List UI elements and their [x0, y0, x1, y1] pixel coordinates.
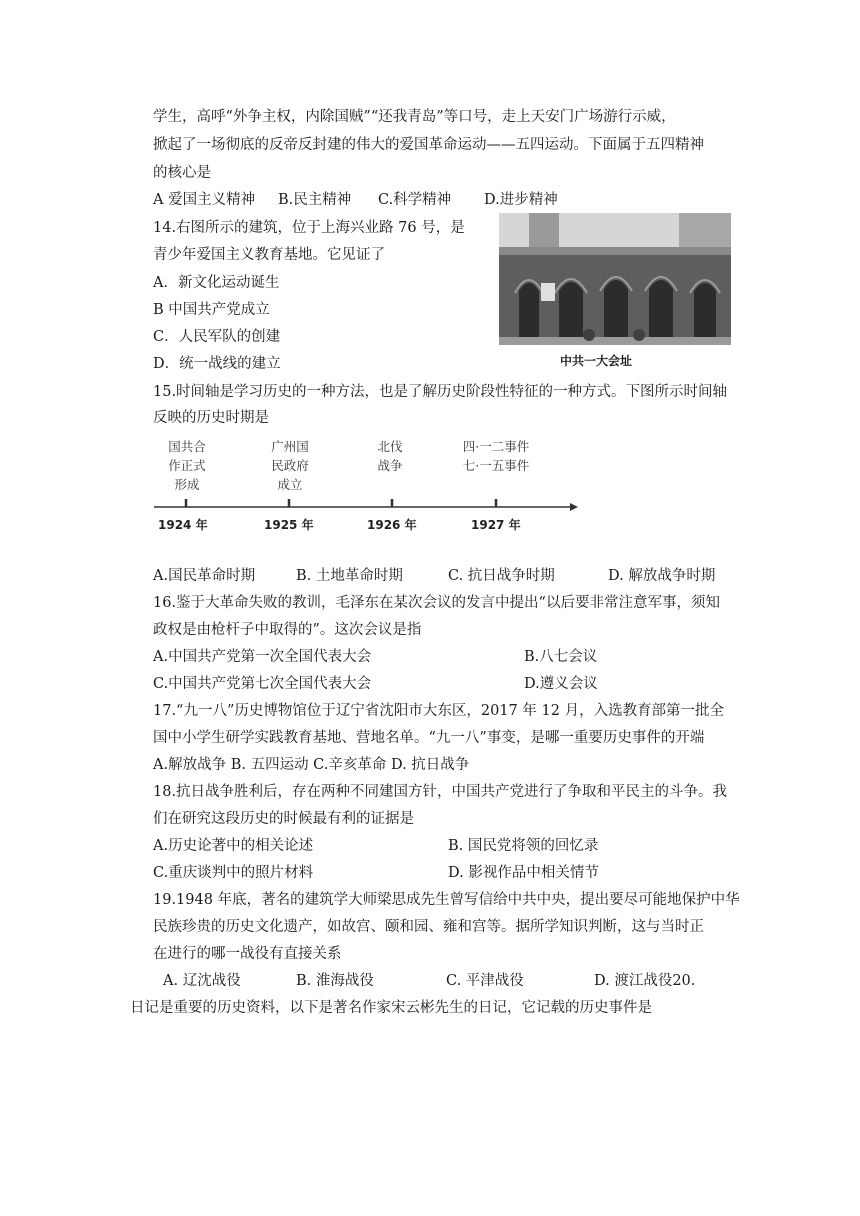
question-text: 19.1948 年底，著名的建筑学大师梁思成先生曾写信给中共中央，提出要尽可能地保护中华 — [153, 892, 740, 908]
option-b: B. 淮海战役 — [296, 973, 374, 989]
timeline-year: 1926 年 — [367, 518, 417, 532]
option-d: D.进步精神 — [484, 192, 558, 208]
timeline-axis — [150, 495, 580, 515]
option-b: B.民主精神 — [278, 192, 352, 208]
option-a: A．新文化运动诞生 — [153, 275, 280, 291]
question-text: 青少年爱国主义教育基地。它见证了 — [153, 247, 385, 263]
option-c: C.中国共产党第七次全国代表大会 — [153, 676, 372, 692]
option-c: C.科学精神 — [378, 192, 452, 208]
photo-caption: 中共一大会址 — [560, 354, 633, 368]
question-text: 反映的历史时期是 — [153, 410, 269, 426]
question-text: 14.右图所示的建筑，位于上海兴业路 76 号，是 — [153, 220, 465, 236]
question-text: 国中小学生研学实践教育基地、营地名单。“九一八”事变，是哪一重要历史事件的开端 — [153, 730, 705, 746]
option-a: A. 辽沈战役 — [163, 973, 241, 989]
option-c: C.重庆谈判中的照片材料 — [153, 865, 314, 881]
question-text: 日记是重要的历史资料，以下是著名作家宋云彬先生的日记，它记载的历史事件是 — [130, 1000, 652, 1016]
question-text: 掀起了一场彻底的反帝反封建的伟大的爱国革命运动——五四运动。下面属于五四精神 — [153, 137, 704, 153]
building-photo — [499, 213, 731, 345]
option-b: B. 土地革命时期 — [296, 568, 403, 584]
option-d: D. 影视作品中相关情节 — [448, 865, 599, 881]
timeline-year: 1927 年 — [471, 518, 521, 532]
timeline-event: 国共合 作正式 形成 — [168, 439, 206, 492]
option-b: B.八七会议 — [524, 649, 598, 665]
question-text: 的核心是 — [153, 165, 211, 181]
option-a: A.历史论著中的相关论述 — [153, 838, 314, 854]
question-text: 17.“九一八”历史博物馆位于辽宁省沈阳市大东区，2017 年 12 月，入选教育部第一批全 — [153, 703, 725, 719]
question-text: 在进行的哪一战役有直接关系 — [153, 946, 342, 962]
timeline-event: 广州国 民政府 成立 — [271, 439, 309, 492]
option-d: D．统一战线的建立 — [153, 356, 281, 372]
option-d: D. 解放战争时期 — [608, 568, 716, 584]
question-text: 们在研究这段历史的时候最有利的证据是 — [153, 811, 414, 827]
option-a: A 爱国主义精神 — [153, 192, 256, 208]
option-d: D.遵义会议 — [524, 676, 598, 692]
timeline-year: 1925 年 — [264, 518, 314, 532]
options-line: A.解放战争 B. 五四运动 C.辛亥革命 D. 抗日战争 — [153, 757, 470, 773]
question-text: 民族珍贵的历史文化遗产，如故宫、颐和园、雍和宫等。据所学知识判断，这与当时正 — [153, 919, 704, 935]
timeline-event: 四·一二事件 七·一五事件 — [462, 439, 530, 473]
option-a: A.国民革命时期 — [153, 568, 256, 584]
timeline-year: 1924 年 — [158, 518, 208, 532]
building-illustration — [499, 213, 731, 345]
question-text: 18.抗日战争胜利后，存在两种不同建国方针，中国共产党进行了争取和平民主的斗争。我 — [153, 784, 728, 800]
option-a: A.中国共产党第一次全国代表大会 — [153, 649, 372, 665]
option-c: C．人民军队的创建 — [153, 329, 281, 345]
option-b: B. 国民党将领的回忆录 — [448, 838, 599, 854]
option-c: C. 抗日战争时期 — [448, 568, 555, 584]
option-b: B 中国共产党成立 — [153, 302, 270, 318]
question-text: 政权是由枪杆子中取得的”。这次会议是指 — [153, 622, 422, 638]
option-d: D. 渡江战役20. — [594, 973, 696, 989]
timeline-event: 北伐 战争 — [377, 439, 403, 473]
question-text: 学生，高呼“外争主权，内除国贼”“还我青岛”等口号，走上天安门广场游行示威， — [153, 109, 676, 125]
question-text: 15.时间轴是学习历史的一种方法，也是了解历史阶段性特征的一种方式。下图所示时间轴 — [153, 384, 728, 400]
question-text: 16.鉴于大革命失败的教训，毛泽东在某次会议的发言中提出“以后要非常注意军事，须知 — [153, 595, 720, 611]
option-c: C. 平津战役 — [446, 973, 524, 989]
